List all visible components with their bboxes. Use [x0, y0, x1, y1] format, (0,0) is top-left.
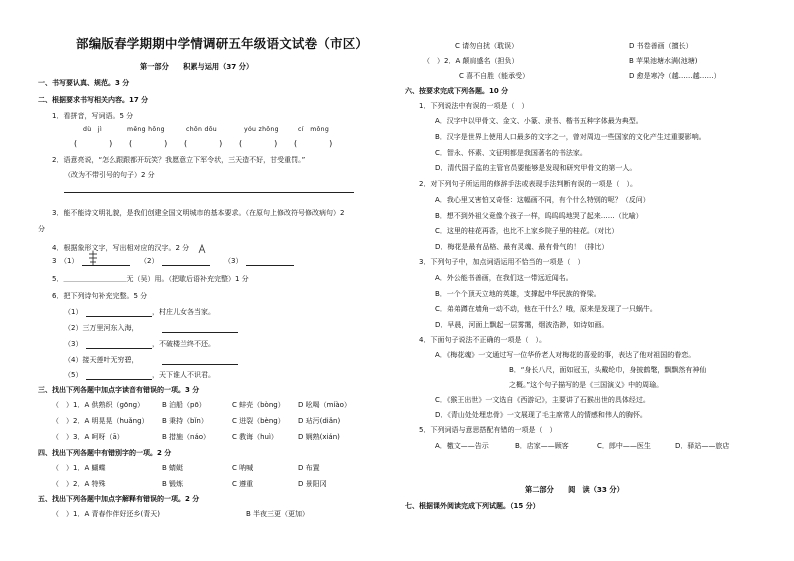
answer-line-q2[interactable]	[64, 192, 354, 193]
r3-option-b: B．一个个顶天立地的英雄，支撑起中华民族的脊梁。	[435, 290, 601, 298]
r-question-2: 2．对下列句子所运用的修辞手法或表现手法判断有误的一项是（ ）。	[419, 180, 637, 188]
r5-option-b: B．店家——顾客	[515, 442, 569, 450]
question-1: 1．看拼音，写词语。5 分	[52, 112, 134, 120]
question-4: 4．根据象形文字，写出相对应的汉字。2 分	[52, 244, 190, 252]
s5-row-1-c: C 请勿自扰（耽误）	[455, 42, 519, 50]
s4-row-2-a: （ ）2．A 特殊	[52, 480, 106, 488]
section-6-heading: 六、按要求完成下列各题。10 分	[405, 87, 509, 95]
pinyin-1: dù jì	[83, 126, 102, 133]
pictograph-icon	[88, 251, 98, 265]
s5-row-2-b: B 苹果池塘水满(池塘)	[629, 57, 698, 65]
section-5-heading: 五、找出下列各题中加点字解释有错误的一项。2 分	[38, 495, 200, 503]
s3-row-1-b: B 泊船（pō）	[162, 401, 206, 409]
answer-line-poem-5[interactable]	[86, 379, 152, 380]
question-6: 6．把下列诗句补充完整。5 分	[52, 292, 148, 300]
pinyin-5: cí mǒng	[298, 126, 330, 133]
pinyin-4: yóu zhōng	[244, 126, 279, 133]
poem-5-number: （5）	[64, 371, 83, 379]
glyph-item-1: 3 （1）	[52, 257, 79, 265]
s3-row-1-a: （ ）1．A 供熟织（gōng）	[52, 401, 145, 409]
r1-option-c: C．智永、怀素、文征明都是我国著名的书法家。	[435, 149, 587, 157]
r-question-5: 5．下列词语与意思搭配有错的一项是（ ）	[419, 426, 557, 434]
s5-row-1-b: B 半夜三更（更加）	[246, 510, 310, 518]
r5-option-d: D．驿站——旅店	[675, 442, 730, 450]
answer-line-poem-2[interactable]	[162, 332, 238, 333]
poem-5-text: ，天下谁人不识君。	[152, 371, 215, 379]
answer-bracket-5[interactable]: ( )	[294, 139, 333, 148]
r2-option-d: D．梅花是最有品格、最有灵魂、最有骨气的！（排比）	[435, 243, 609, 251]
s3-row-1-c: C 蚌壳（bòng）	[232, 401, 285, 409]
question-2: 2．语意亮说，“怎么跟跟都开玩笑？我愿意立下军令状，三天造不好，甘受重罚。”	[52, 156, 306, 164]
s4-row-2-b: B 锻炼	[162, 480, 184, 488]
r5-option-a: A．檄文——告示	[435, 442, 489, 450]
section-4-heading: 四、找出下列各题中有错别字的一项。2 分	[38, 449, 172, 457]
s3-row-2-a: （ ）2．A 明晃晃（huǎng）	[52, 417, 149, 425]
poem-1-text: ，村庄儿女各当家。	[152, 308, 215, 316]
s4-row-2-d: D 景阳冈	[298, 480, 327, 488]
r1-option-b: B．汉字是世界上使用人口最多的文字之一，曾对周边一些国家的文化产生过重要影响。	[435, 133, 706, 141]
question-5: 5．＿＿＿＿＿＿＿＿＿无（吴）用。（把歇后语补充完整）1 分	[52, 275, 249, 283]
s3-row-3-d: D 娴熟(xián)	[298, 433, 340, 441]
s3-row-3-a: （ ）3．A 呵呀（ā）	[52, 433, 124, 441]
answer-line-poem-4[interactable]	[162, 364, 238, 365]
glyph-item-2: （2）	[140, 257, 159, 265]
r5-option-c: C．郎中——医生	[597, 442, 651, 450]
r4-option-b-line-1: B．“身长八尺，面如冠玉，头戴纶巾，身披鹤氅，飘飘然有神仙	[509, 366, 707, 374]
section-1-heading: 一、书写要认真、规范。3 分	[38, 79, 130, 87]
s5-row-2-d: D 愈是寒冷（越……越……）	[629, 72, 721, 80]
answer-line-poem-3[interactable]	[86, 348, 152, 349]
question-3: 3．能不能诗文明礼貌，是我们创建全国文明城市的基本要求。（在原句上修改符号修改病句）2	[52, 209, 345, 217]
answer-bracket-3[interactable]: ( )	[184, 139, 223, 148]
s3-row-2-d: D 玷污(diǎn)	[298, 417, 341, 425]
r2-option-b: B．想不到外祖父竟像个孩子一样，呜呜呜地哭了起来……（比喻）	[435, 212, 643, 220]
answer-bracket-1[interactable]: ( )	[74, 139, 113, 148]
pinyin-3: chōn dōu	[186, 126, 218, 133]
r-question-1: 1．下列说法中有误的一项是（ ）	[419, 102, 529, 110]
question-3-score: 分	[38, 225, 45, 233]
r3-option-c: C．弟弟蹲在墙角一动不动，他在干什么？哦，原来是发现了一只蜗牛。	[435, 305, 657, 313]
r4-option-d: D．《青山处处埋忠骨》一文展现了毛主席常人的情感和伟人的胸怀。	[435, 411, 647, 419]
s5-row-2-a: （ ）2．A 颠肩盛名（担负）	[423, 57, 519, 65]
r2-option-a: A．我心里又害怕又奇怪：这幅画不同，有个什么特别的呢？（反问）	[435, 196, 650, 204]
s3-row-3-b: B 措施（náo）	[162, 433, 211, 441]
s3-row-1-d: D 吆喝（míào）	[298, 401, 351, 409]
question-2-note: （改为不带引号的句子）2 分	[64, 171, 155, 179]
s4-row-1-a: （ ）1．A 蝴蝶	[52, 464, 106, 472]
answer-line-4-2[interactable]	[162, 265, 210, 266]
poem-4-text: （4）接天莲叶无穷碧，	[64, 356, 139, 364]
r-question-4: 4．下面句子说法不正确的一项是（ ）。	[419, 336, 546, 344]
part-two-heading: 第二部分 阅 读（33 分）	[525, 485, 624, 494]
part-one-heading: 第一部分 积累与运用（37 分）	[140, 62, 254, 71]
r3-option-d: D．早晨，河面上飘起一层雾霭，烟波浩渺，如诗如画。	[435, 321, 609, 329]
s5-row-1-d: D 书卷善画（擅长）	[629, 42, 693, 50]
answer-line-4-1[interactable]	[82, 265, 130, 266]
answer-bracket-4[interactable]: ( )	[239, 139, 278, 148]
pinyin-2: mēng hōng	[127, 126, 165, 133]
answer-line-poem-1[interactable]	[86, 316, 152, 317]
s4-row-1-b: B 蜻蜓	[162, 464, 184, 472]
section-7-heading: 七、根据课外阅读完成下列试题。（15 分）	[405, 502, 540, 510]
poem-2-text: （2）三万里河东入海，	[64, 324, 139, 332]
r1-option-a: A．汉字中以甲骨文、金文、小篆、隶书、楷书五种字体最为典型。	[435, 117, 643, 125]
poem-3-text: ，不破楼兰终不还。	[152, 340, 215, 348]
s3-row-2-b: B 秉持（bǐn）	[162, 417, 208, 425]
r4-option-b-line-2: 之概。”这个句子描写的是《三国演义》中的周瑜。	[509, 381, 664, 389]
poem-3-number: （3）	[64, 340, 83, 348]
s4-row-1-d: D 布置	[298, 464, 320, 472]
r2-option-c: C．这里的桂花再香，也比不上家乡院子里的桂花。（对比）	[435, 227, 619, 235]
poem-1-number: （1）	[64, 308, 83, 316]
section-2-heading: 二、根据要求书写相关内容。17 分	[38, 96, 149, 104]
s4-row-1-c: C 呐喊	[232, 464, 254, 472]
s5-row-2-c: C 喜不自胜（能承受）	[459, 72, 530, 80]
s3-row-2-c: C 迸裂（bèng）	[232, 417, 285, 425]
answer-line-4-3[interactable]	[246, 265, 294, 266]
s4-row-2-c: C 遵重	[232, 480, 254, 488]
r3-option-a: A．外公能书善画，在我们这一带远近闻名。	[435, 274, 573, 282]
right-column	[397, 0, 794, 561]
s3-row-3-c: C 教诲（huì）	[232, 433, 278, 441]
r4-option-a: A．《梅花魂》一文通过写一位华侨老人对梅花的喜爱的事，表达了他对祖国的眷恋。	[435, 351, 696, 359]
r4-option-c: C．《猴王出世》一文选自《西游记》，主要讲了石猴出世的具体经过。	[435, 396, 650, 404]
answer-bracket-2[interactable]: ( )	[129, 139, 168, 148]
r-question-3: 3．下列句子中，加点词语运用不恰当的一项是（ ）	[419, 258, 585, 266]
r1-option-d: D．清代国子监的主管官员要能够是发现和研究甲骨文的第一人。	[435, 164, 637, 172]
glyph-item-3: （3）	[224, 257, 243, 265]
s5-row-1-a: （ ）1．A 青春作伴好还乡(青天)	[52, 510, 160, 518]
pictograph-icon	[198, 244, 206, 254]
section-3-heading: 三、找出下列各题中加点字读音有错误的一项。3 分	[38, 386, 200, 394]
exam-title: 部编版春学期期中学情调研五年级语文试卷（市区）	[76, 36, 369, 51]
